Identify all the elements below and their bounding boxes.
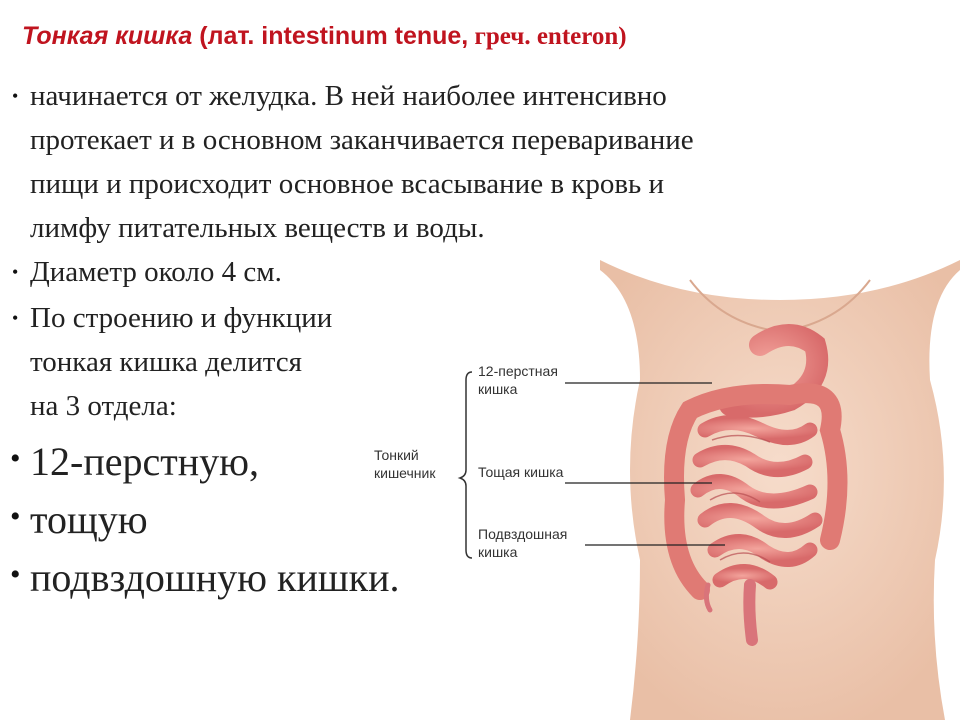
division-line-2: тонкая кишка делится	[30, 346, 302, 378]
bullet-2: •	[12, 262, 19, 282]
small-intestine-coils	[698, 423, 815, 583]
bullet-3: •	[12, 308, 19, 328]
title-greek: греч. enteron)	[468, 23, 627, 50]
title-latin: (лат. intestinum tenue,	[192, 22, 469, 50]
label-bracket	[460, 372, 472, 558]
label-duodenum: 12-перстная кишка	[478, 363, 558, 397]
intro-line-2: протекает и в основном заканчивается переваривание	[30, 124, 694, 156]
bullet-6: •	[10, 558, 21, 591]
part-duodenum: 12-перстную,	[30, 439, 260, 484]
rectum-shape	[749, 585, 752, 640]
intro-line-3: пищи и происходит основное всасывание в кровь и	[30, 168, 665, 200]
intro-line-1: начинается от желудка. В ней наиболее интенсивно	[30, 80, 667, 112]
stomach-shape	[730, 335, 817, 407]
diameter-text: Диаметр около 4 см.	[30, 256, 282, 288]
bullet-5: •	[10, 500, 21, 533]
label-small-intestine: Тонкий кишечник	[374, 447, 436, 481]
label-jejunum: Тощая кишка	[478, 464, 564, 480]
torso-shape	[600, 260, 960, 720]
title-main: Тонкая кишка	[22, 22, 193, 50]
intro-line-4: лимфу питательных веществ и воды.	[30, 212, 485, 244]
colon-shape	[674, 393, 838, 590]
bullet-1: •	[12, 86, 19, 106]
part-ileum: подвздошную кишки.	[30, 555, 400, 600]
bullet-4: •	[10, 442, 21, 475]
label-ileum: Подвздошная кишка	[478, 526, 568, 560]
slide-title	[22, 22, 627, 51]
division-line-1: По строению и функции	[30, 302, 333, 334]
part-jejunum: тощую	[30, 497, 148, 542]
division-line-3: на 3 отдела:	[30, 390, 177, 422]
